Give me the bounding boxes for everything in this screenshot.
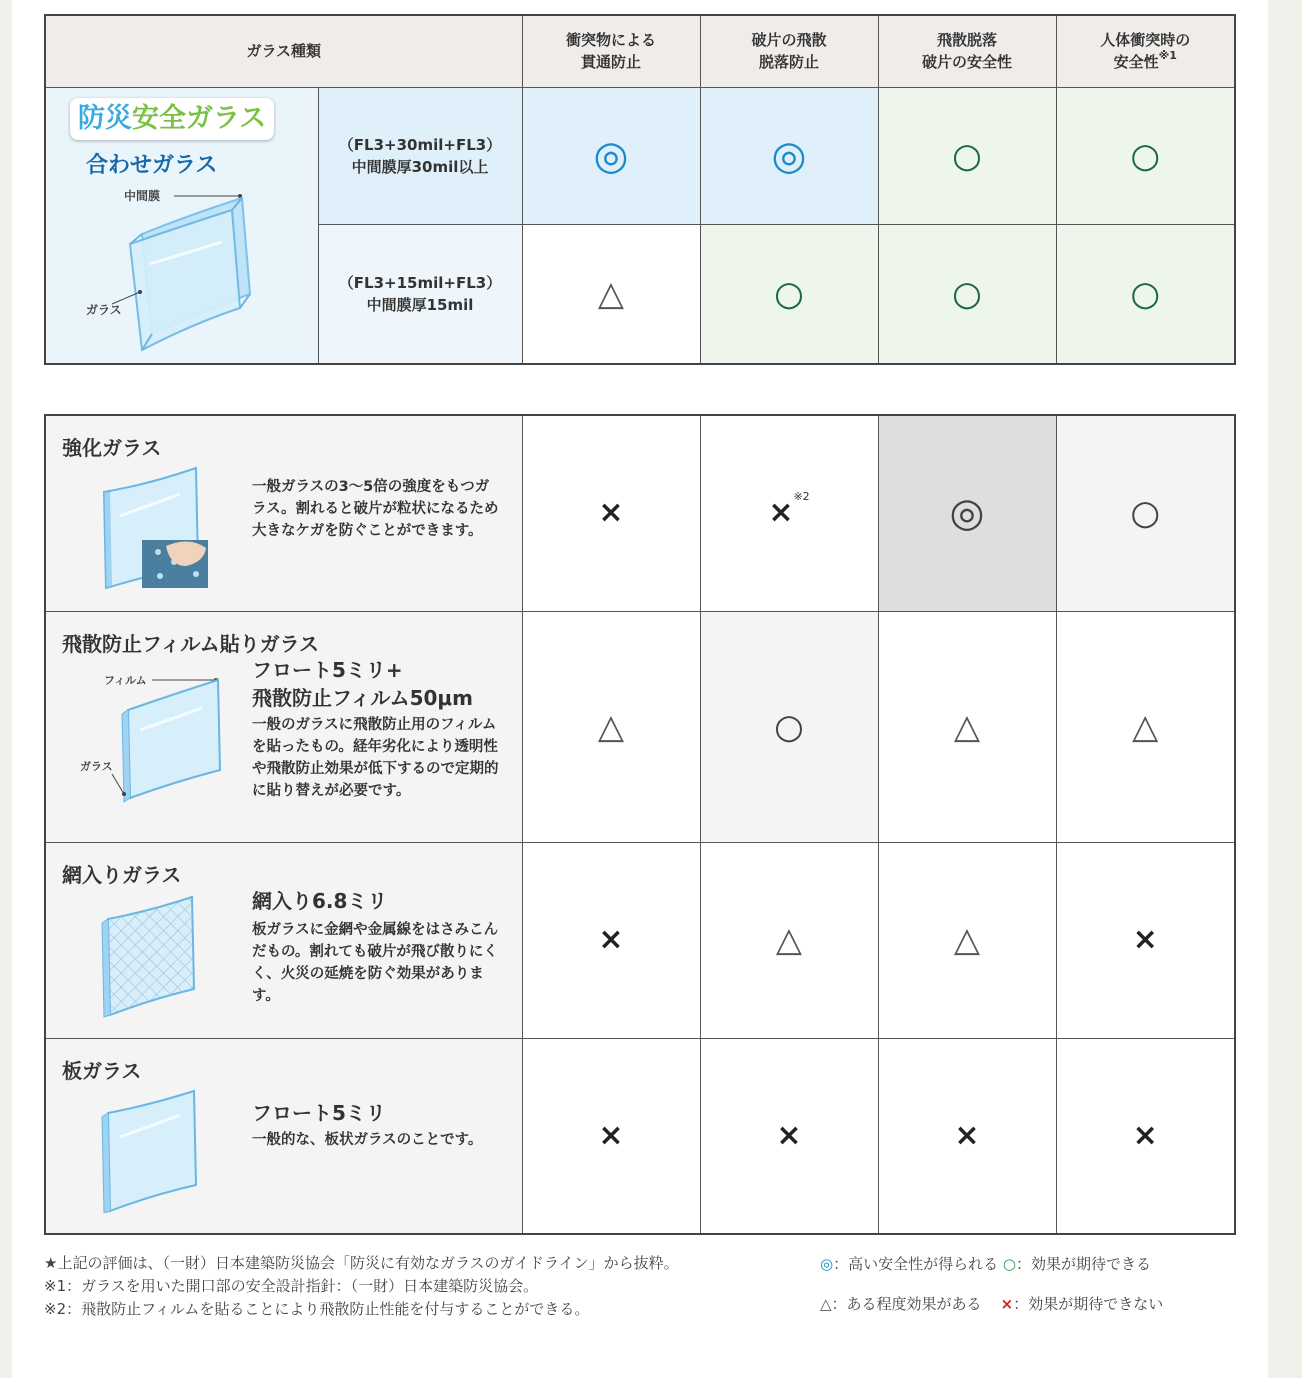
header-scatter-line2: 脱落防止 bbox=[758, 53, 819, 72]
header-penetration bbox=[522, 15, 700, 87]
film-glass-subtitle bbox=[252, 656, 473, 712]
tempered-glass-cell bbox=[45, 415, 522, 611]
triangle-mark: △ bbox=[1132, 706, 1159, 747]
header-fragment-line1: 飛散脱落 bbox=[936, 31, 997, 50]
page bbox=[12, 0, 1268, 1378]
mark-cell bbox=[522, 1038, 700, 1234]
header-fragment-safety bbox=[878, 15, 1056, 87]
circle-mark: ○ bbox=[1130, 135, 1161, 176]
mark-cell bbox=[522, 611, 700, 842]
film-glass-illustration bbox=[76, 670, 236, 810]
legend-double-circle-icon: ◎ bbox=[820, 1255, 834, 1273]
legend-row-2 bbox=[820, 1293, 1163, 1314]
mark-cell bbox=[878, 87, 1056, 224]
double-circle-mark: ◎ bbox=[949, 490, 985, 537]
tempered-glass-desc: 一般ガラスの3～5倍の強度をもつガラス。割れると破片が粒状になるため大きなケガを防ぐことができます。 bbox=[252, 479, 499, 539]
header-penetration-line1: 衝突物による bbox=[565, 31, 656, 50]
circle-mark: ○ bbox=[774, 706, 804, 747]
mark-cell bbox=[700, 224, 878, 364]
footnote-source: ★上記の評価は、（一財）日本建築防災協会「防災に有効なガラスのガイドライン」から抜粋。 bbox=[44, 1254, 679, 1272]
film-glass-subtitle-line2: 飛散防止フィルム50μm bbox=[252, 685, 473, 710]
film-glass-name: 飛散防止フィルム貼りガラス bbox=[62, 631, 319, 656]
cross-mark: × bbox=[1132, 1117, 1158, 1153]
spec-15mil-line2: 中間膜厚15mil bbox=[366, 295, 474, 314]
laminated-glass-name: 合わせガラス bbox=[86, 152, 218, 178]
header-fragment-line2: 破片の安全性 bbox=[921, 53, 1012, 72]
triangle-mark: △ bbox=[953, 920, 981, 960]
header-body-safety bbox=[1056, 15, 1235, 87]
float-glass-desc: 一般的な、板状ガラスのことです。 bbox=[252, 1131, 483, 1148]
wired-glass-name: 網入りガラス bbox=[62, 862, 182, 887]
legend-circle-text: ：効果が期待できる bbox=[1015, 1255, 1151, 1273]
cross-mark: × bbox=[598, 495, 624, 531]
triangle-mark: △ bbox=[597, 273, 625, 314]
footnotes bbox=[44, 1252, 679, 1321]
film-glass-desc: 一般のガラスに飛散防止用のフィルムを貼ったもの。経年劣化により透明性や飛散防止効果が低下するので定期的に貼り替えが必要です。 bbox=[252, 716, 499, 799]
float-glass-cell bbox=[45, 1038, 522, 1234]
mark-cell bbox=[700, 1038, 878, 1234]
label-interlayer: 中間膜 bbox=[124, 188, 161, 203]
wired-glass-subtitle: 網入り6.8ミリ bbox=[252, 888, 388, 913]
float-glass-subtitle: フロート5ミリ bbox=[252, 1100, 386, 1125]
legend-triangle-text: ：ある程度効果がある bbox=[831, 1295, 982, 1313]
wired-glass-illustration bbox=[100, 895, 210, 1019]
header-scatter-line1: 破片の飛散 bbox=[751, 31, 827, 50]
circle-mark: ○ bbox=[952, 273, 982, 314]
footnote-1: ※1：ガラスを用いた開口部の安全設計指針：（一財）日本建築防災協会。 bbox=[44, 1277, 539, 1295]
badge-text-2: 安全ガラス bbox=[132, 102, 267, 134]
double-circle-mark: ◎ bbox=[771, 132, 807, 179]
mark-cell bbox=[700, 611, 878, 842]
mark-cell bbox=[1056, 1038, 1235, 1234]
cross-mark: × bbox=[776, 1117, 802, 1153]
footnote-2: ※2：飛散防止フィルムを貼ることにより飛散防止性能を付与することができる。 bbox=[44, 1300, 590, 1318]
cross-mark: × bbox=[768, 495, 794, 531]
circle-mark: ○ bbox=[774, 273, 804, 314]
triangle-mark: △ bbox=[597, 706, 625, 747]
header-penetration-line2: 貫通防止 bbox=[580, 53, 641, 72]
legend-row-1 bbox=[820, 1253, 1151, 1274]
laminated-spec-15mil bbox=[318, 224, 522, 364]
mark-cell bbox=[1056, 611, 1235, 842]
mark-cell bbox=[878, 1038, 1056, 1234]
laminated-glass-table bbox=[44, 14, 1236, 365]
mark-cell bbox=[1056, 87, 1235, 224]
label-film: フィルム bbox=[104, 673, 147, 687]
spec-30mil-line1: （FL3+30mil+FL3） bbox=[338, 135, 502, 154]
film-glass-subtitle-line1: フロート5ミリ+ bbox=[252, 657, 403, 682]
film-glass-cell bbox=[45, 611, 522, 842]
wired-glass-cell bbox=[45, 842, 522, 1038]
triangle-mark: △ bbox=[953, 706, 981, 747]
circle-mark: ○ bbox=[1130, 493, 1161, 534]
cross-mark: × bbox=[598, 1117, 624, 1153]
cross-mark: × bbox=[598, 922, 624, 957]
triangle-mark: △ bbox=[775, 920, 803, 960]
header-body-line2: 安全性 bbox=[1113, 53, 1159, 72]
mark-cell bbox=[700, 415, 878, 611]
wired-glass-desc: 板ガラスに金網や金属線をはさみこんだもの。割れても破片が飛び散りにくく、火災の延焼を防ぐ効果があります。 bbox=[252, 921, 499, 1004]
mark-cell bbox=[878, 415, 1056, 611]
tempered-glass-name: 強化ガラス bbox=[62, 436, 162, 460]
header-body-line1: 人体衝突時の bbox=[1100, 31, 1191, 50]
laminated-glass-illustration bbox=[82, 184, 282, 364]
mark-cell bbox=[700, 842, 878, 1038]
tempered-glass-illustration bbox=[100, 466, 220, 596]
circle-mark: ○ bbox=[1130, 273, 1161, 314]
note-2: ※2 bbox=[793, 490, 810, 504]
mark-cell bbox=[522, 842, 700, 1038]
label-glass: ガラス bbox=[86, 302, 122, 317]
header-glass-type: ガラス種類 bbox=[45, 15, 522, 87]
badge-text-1: 防災 bbox=[78, 102, 132, 134]
legend-cross-text: ：効果が期待できない bbox=[1013, 1295, 1164, 1313]
cross-mark: × bbox=[954, 1117, 980, 1153]
spec-15mil-line1: （FL3+15mil+FL3） bbox=[338, 273, 502, 292]
mark-cell bbox=[878, 611, 1056, 842]
cross-mark: × bbox=[1132, 922, 1158, 957]
float-glass-illustration bbox=[100, 1089, 210, 1213]
mark-cell bbox=[522, 415, 700, 611]
mark-cell bbox=[522, 87, 700, 224]
spec-30mil-line2: 中間膜厚30mil以上 bbox=[351, 157, 489, 176]
other-glass-table bbox=[44, 414, 1236, 1235]
mark-cell bbox=[700, 87, 878, 224]
mark-cell bbox=[1056, 224, 1235, 364]
circle-mark: ○ bbox=[952, 135, 982, 176]
legend-double-circle-text: ：高い安全性が得られる bbox=[833, 1255, 999, 1273]
header-body-note: ※1 bbox=[1158, 49, 1177, 63]
mark-cell bbox=[878, 842, 1056, 1038]
label-glass: ガラス bbox=[80, 759, 113, 773]
legend-triangle-icon: △ bbox=[820, 1295, 832, 1313]
mark-cell bbox=[522, 224, 700, 364]
mark-cell bbox=[1056, 415, 1235, 611]
mark-cell bbox=[878, 224, 1056, 364]
disaster-safety-badge bbox=[70, 98, 274, 140]
header-scatter bbox=[700, 15, 878, 87]
laminated-glass-cell bbox=[45, 87, 318, 364]
legend-circle-icon: ○ bbox=[1002, 1255, 1016, 1273]
laminated-spec-30mil bbox=[318, 87, 522, 224]
float-glass-name: 板ガラス bbox=[62, 1058, 142, 1083]
mark-cell bbox=[1056, 842, 1235, 1038]
legend-cross-icon: × bbox=[1000, 1295, 1014, 1313]
double-circle-mark: ◎ bbox=[593, 132, 629, 179]
